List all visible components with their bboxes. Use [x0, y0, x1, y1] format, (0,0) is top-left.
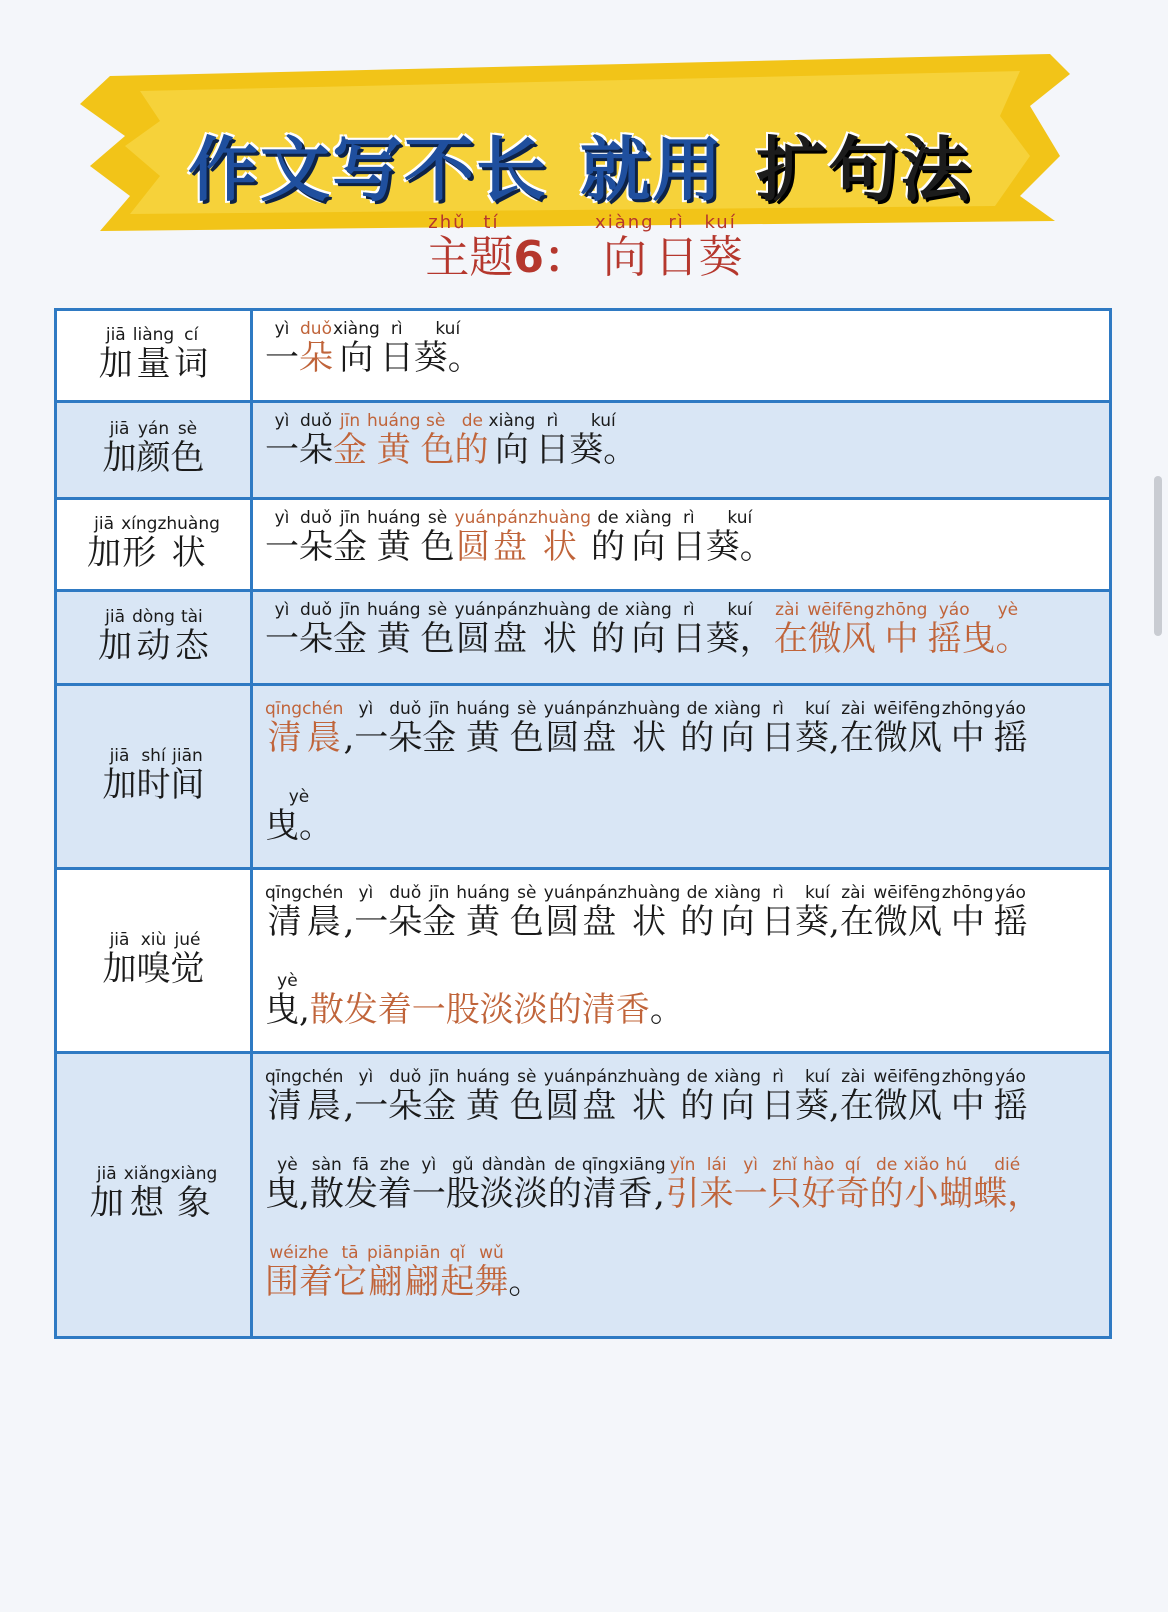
- sentence-word: 发fā: [343, 1155, 378, 1214]
- sentence-word: 葵。kuí: [413, 319, 482, 378]
- sentence-word: 黄huáng: [456, 1067, 510, 1126]
- topic-number: 6：: [513, 232, 589, 283]
- example-sentence: [253, 592, 1109, 683]
- sentence-word: 状zhuàng: [617, 699, 681, 758]
- sentence-word: 好hào: [801, 1155, 836, 1214]
- method-label: [57, 592, 253, 683]
- sentence-word: 日rì: [761, 883, 796, 942]
- sentence-word: 奇qí: [835, 1155, 870, 1214]
- sentence-word: 它tā: [333, 1243, 367, 1302]
- sentence-word: 小xiǎo: [903, 1155, 940, 1214]
- label-char: 间jiān: [170, 745, 205, 805]
- sentence-word: 色的sè de: [420, 411, 489, 470]
- sentence-word: 朵duǒ: [299, 319, 333, 378]
- sentence-word: 圆盘yuánpán: [543, 1067, 618, 1126]
- sentence-word: 向xiàng: [625, 600, 672, 659]
- label-char: 加jiā: [98, 324, 133, 384]
- title-part-3: 扩句法: [756, 128, 972, 211]
- method-label: [57, 870, 253, 1051]
- sentence-word: 中zhōng: [941, 883, 994, 942]
- title-part-2: 就用: [580, 128, 724, 211]
- sentence-word: 清晨qīngchén: [265, 883, 344, 942]
- sentence-word: 状zhuàng: [617, 1067, 681, 1126]
- sentence-word: 摇yáo: [993, 1067, 1028, 1126]
- sentence-word: 一yì: [265, 508, 299, 567]
- sentence-word: ,一yì: [343, 699, 389, 758]
- sentence-word: 散发着一股淡淡的清香: [309, 990, 650, 1030]
- sentence-word: 黄huáng: [367, 508, 421, 567]
- sentence-word: 朵duǒ: [388, 883, 423, 942]
- label-char: 色sè: [170, 419, 205, 478]
- sentence-word: 葵,kuí: [795, 1067, 840, 1126]
- sentence-word: 起qǐ: [440, 1243, 475, 1302]
- example-sentence: [253, 311, 1109, 400]
- sentence-word: 只zhǐ: [767, 1155, 802, 1214]
- sentence-word: 曳,yè: [265, 1155, 310, 1214]
- method-label: [57, 403, 253, 497]
- sentence-word: 状zhuàng: [528, 508, 592, 567]
- sentence-word: 朵duǒ: [299, 411, 333, 470]
- subtitle-char: 向xiàng: [595, 212, 655, 283]
- sentence-word: 一yì: [411, 1155, 446, 1214]
- method-label: [57, 500, 253, 589]
- sentence-word: 股gǔ: [445, 1155, 480, 1214]
- sentence-word: 金jīn: [422, 883, 457, 942]
- label-char: 加jiā: [102, 929, 137, 989]
- sentence-word: 的de: [680, 699, 715, 758]
- sentence-word: 朵duǒ: [299, 508, 333, 567]
- table-row: [57, 403, 1109, 500]
- sentence-word: 的de: [591, 508, 626, 567]
- sentence-word: 葵。kuí: [705, 508, 774, 567]
- sentence-word: 黄huáng: [456, 699, 510, 758]
- sentence-word: 朵duǒ: [388, 699, 423, 758]
- sentence-word: 向xiàng: [714, 1067, 762, 1126]
- label-char: 嗅xiù: [136, 929, 171, 989]
- method-label: [57, 686, 253, 867]
- sentence-word: 状zhuàng: [617, 883, 681, 942]
- sentence-word: 向xiàng: [625, 508, 672, 567]
- sentence-word: 朵duǒ: [388, 1067, 423, 1126]
- topic-subtitle: [0, 214, 1168, 285]
- sentence-word: 金jīn: [422, 699, 457, 758]
- sentence-word: 黄huáng: [456, 883, 510, 942]
- sentence-word: 色sè: [509, 699, 544, 758]
- method-label: [57, 311, 253, 400]
- sentence-word: 。: [649, 990, 684, 1030]
- sentence-word: 圆盘yuánpán: [543, 883, 618, 942]
- example-sentence: [253, 686, 1109, 867]
- title-part-1: 作文写不长: [188, 128, 548, 211]
- sentence-word: 舞wǔ: [474, 1243, 509, 1302]
- sentence-word: 葵。kuí: [569, 411, 638, 470]
- label-char: 颜yán: [136, 419, 171, 478]
- sentence-word: 圆盘yuánpán: [454, 508, 529, 567]
- subtitle-char: 题tí: [469, 212, 514, 283]
- sentence-line: [265, 782, 1097, 870]
- sentence-word: ,一yì: [343, 1067, 389, 1126]
- sentence-line: [265, 1150, 1097, 1238]
- table-row: [57, 1054, 1109, 1336]
- sentence-word: 金jīn: [333, 508, 367, 567]
- sentence-word: 金jīn: [422, 1067, 457, 1126]
- sentence-word: 向xiàng: [488, 411, 536, 470]
- example-sentence: [253, 1054, 1109, 1336]
- label-char: 加jiā: [98, 606, 133, 666]
- sentence-word: 葵,kuí: [795, 883, 840, 942]
- label-char: 时shí: [136, 745, 171, 805]
- sentence-word: 色sè: [509, 883, 544, 942]
- method-label: [57, 1054, 253, 1336]
- sentence-word: 摇yáo: [993, 883, 1028, 942]
- sentence-word: 葵,kuí: [795, 699, 840, 758]
- sentence-word: 围着wéizhe: [265, 1243, 333, 1302]
- example-sentence: [253, 500, 1109, 589]
- sentence-word: 曳。yè: [265, 787, 333, 846]
- sentence-word: 日rì: [671, 600, 706, 659]
- sentence-word: 中zhōng: [875, 600, 928, 659]
- sentence-word: 金jīn: [333, 411, 367, 470]
- sentence-word: 日rì: [761, 699, 796, 758]
- sentence-word: 日rì: [379, 319, 414, 378]
- sentence-word: 蝶，dié: [973, 1155, 1042, 1214]
- sentence-word: 朵duǒ: [299, 600, 333, 659]
- label-char: 动dòng: [132, 606, 175, 666]
- sentence-word: 圆盘yuánpán: [454, 600, 529, 659]
- sentence-word: 翩翩piānpiān: [367, 1243, 441, 1302]
- sentence-word: 状zhuàng: [528, 600, 592, 659]
- sentence-word: 的de: [869, 1155, 904, 1214]
- label-char: 量liàng: [132, 324, 175, 384]
- sentence-word: 的de: [680, 883, 715, 942]
- sentence-word: 清香,qīngxiāng: [581, 1155, 666, 1214]
- sentence-word: 黄huáng: [367, 600, 421, 659]
- label-char: 加jiā: [102, 745, 137, 805]
- sentence-word: 色sè: [420, 600, 455, 659]
- table-row: [57, 870, 1109, 1054]
- sentence-word: 一yì: [265, 319, 299, 378]
- sentence-word: ,一yì: [343, 883, 389, 942]
- sentence-word: 日rì: [535, 411, 570, 470]
- sentence-line: [265, 413, 1097, 485]
- sentence-word: 摇yáo: [993, 699, 1028, 758]
- sentence-word: 日rì: [761, 1067, 796, 1126]
- sentence-word: 向xiàng: [714, 883, 762, 942]
- sentence-word: 着zhe: [377, 1155, 412, 1214]
- sentence-word: 散sàn: [309, 1155, 344, 1214]
- sentence-word: 摇曳。yáo yè: [927, 600, 1030, 659]
- sentence-word: 曳,yè: [265, 971, 310, 1030]
- sentence-word: 色sè: [420, 508, 455, 567]
- label-char: 加jiā: [102, 419, 137, 478]
- label-char: 想xiǎng: [123, 1164, 171, 1223]
- sentence-line: [265, 1238, 1097, 1326]
- sentence-word: 金jīn: [333, 600, 367, 659]
- label-char: 觉jué: [170, 929, 205, 989]
- sentence-word: 葵，kuí: [705, 600, 774, 659]
- label-char: 象xiàng: [170, 1164, 218, 1223]
- example-sentence: [253, 403, 1109, 497]
- sentence-word: 的de: [591, 600, 626, 659]
- sentence-word: 色sè: [509, 1067, 544, 1126]
- example-sentence: [253, 870, 1109, 1051]
- sentence-word: 在微风zài wēifēng: [839, 699, 942, 758]
- sentence-word: 在微风zài wēifēng: [839, 883, 942, 942]
- label-char: 状zhuàng: [157, 513, 220, 573]
- label-char: 形xíng: [121, 513, 158, 573]
- label-char: 加jiā: [87, 513, 122, 573]
- scrollbar-thumb[interactable]: [1154, 476, 1162, 636]
- sentence-word: 黄huáng: [367, 411, 421, 470]
- banner-title: [70, 114, 1090, 214]
- sentence-word: 在微风zài wēifēng: [839, 1067, 942, 1126]
- sentence-word: 引yǐn: [665, 1155, 700, 1214]
- sentence-word: 向xiàng: [333, 319, 380, 378]
- sentence-word: 日rì: [671, 508, 706, 567]
- table-row: [57, 500, 1109, 592]
- table-row: [57, 686, 1109, 870]
- sentence-word: 向xiàng: [714, 699, 762, 758]
- subtitle-char: 主zhǔ: [425, 212, 470, 283]
- table-row: [57, 311, 1109, 403]
- sentence-line: [265, 966, 1097, 1054]
- label-char: 态tài: [174, 606, 209, 666]
- table-row: [57, 592, 1109, 686]
- sentence-line: [265, 1062, 1097, 1150]
- subtitle-char: 葵kuí: [698, 212, 743, 283]
- sentence-line: [265, 510, 1097, 582]
- sentence-word: 的de: [547, 1155, 582, 1214]
- sentence-line: [265, 321, 1097, 393]
- subtitle-char: 日rì: [654, 212, 699, 283]
- sentence-word: 蝴hú: [939, 1155, 974, 1214]
- sentence-line: [265, 602, 1097, 674]
- sentence-word: 。: [508, 1262, 543, 1302]
- sentence-word: 中zhōng: [941, 1067, 994, 1126]
- sentence-word: 一yì: [265, 411, 299, 470]
- label-char: 加jiā: [89, 1164, 124, 1223]
- sentence-line: [265, 694, 1097, 782]
- sentence-word: 一yì: [265, 600, 299, 659]
- label-char: 词cí: [174, 324, 209, 384]
- expansion-table: [54, 308, 1112, 1339]
- sentence-word: 圆盘yuánpán: [543, 699, 618, 758]
- sentence-word: 的de: [680, 1067, 715, 1126]
- sentence-word: 一yì: [733, 1155, 768, 1214]
- sentence-line: [265, 878, 1097, 966]
- sentence-word: 淡淡dàndàn: [479, 1155, 548, 1214]
- sentence-word: 中zhōng: [941, 699, 994, 758]
- sentence-word: 来lái: [699, 1155, 734, 1214]
- sentence-word: 在微风zài wēifēng: [773, 600, 876, 659]
- sentence-word: 清晨qīngchén: [265, 699, 344, 758]
- sentence-word: 清晨qīngchén: [265, 1067, 344, 1126]
